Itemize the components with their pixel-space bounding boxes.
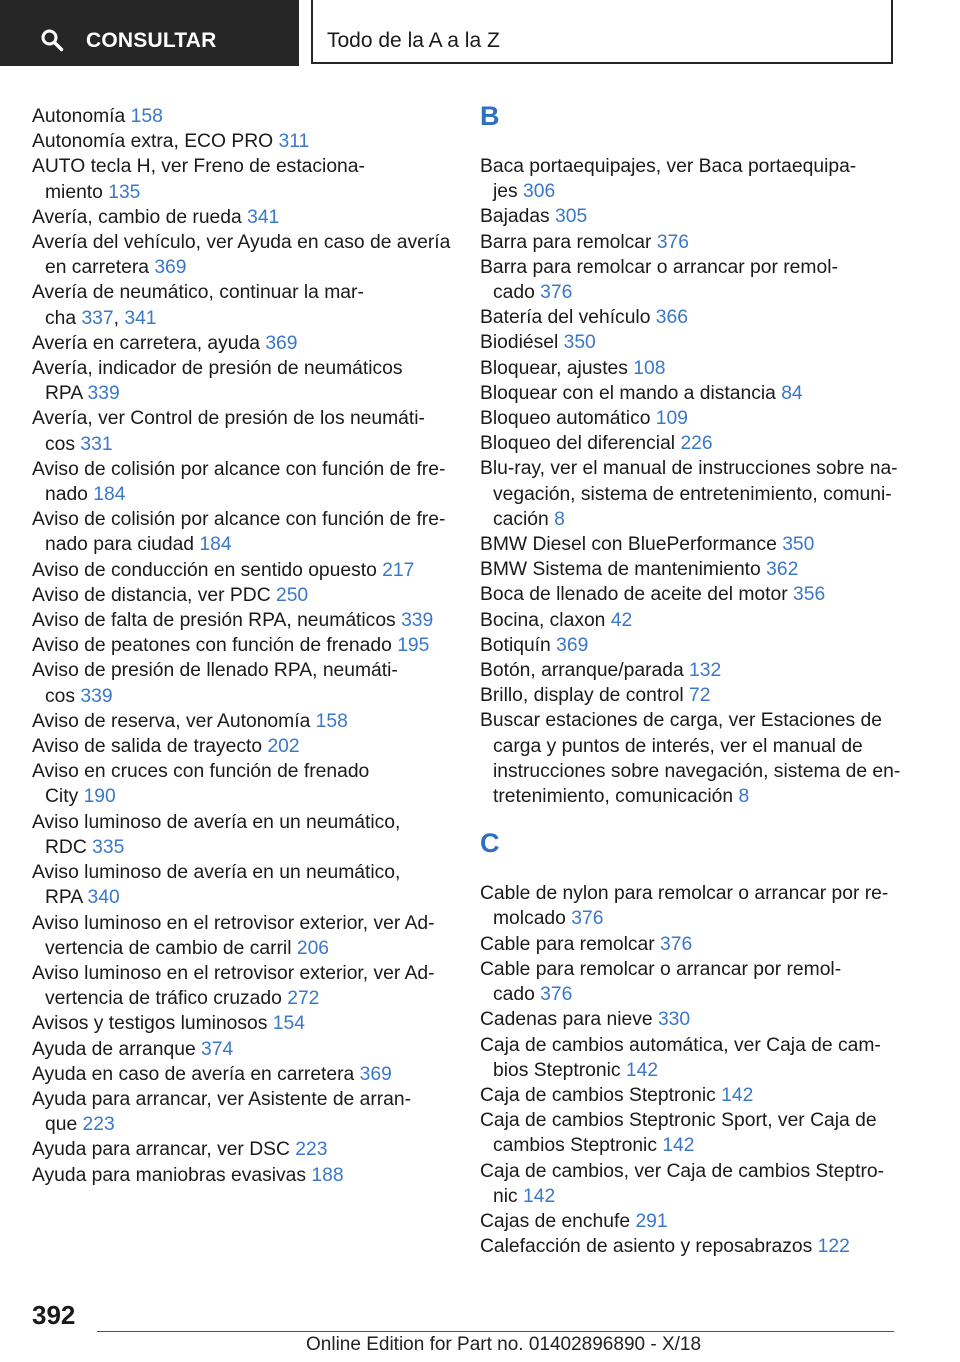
entry-text: Ayuda en caso de avería en carretera [32, 1063, 355, 1085]
page-link[interactable]: 109 [655, 408, 688, 430]
index-entry [480, 932, 920, 957]
page-link[interactable]: 341 [124, 307, 157, 329]
entry-text: Aviso en cruces con función de frenado [32, 761, 370, 783]
section-title-tab [311, 0, 893, 64]
entry-text: cos [45, 433, 76, 455]
entry-text: Blu-ray, ver el manual de instrucciones sobre na- [480, 458, 898, 480]
index-entry [480, 582, 920, 607]
index-entry [480, 204, 920, 229]
section-title: Todo de la A a la Z [327, 29, 500, 52]
page-link[interactable]: 223 [82, 1114, 115, 1136]
entry-text: Ayuda para arrancar, ver DSC [32, 1139, 290, 1161]
page-link[interactable]: 206 [296, 937, 330, 959]
index-entry [32, 759, 472, 809]
page-link[interactable]: 376 [540, 984, 573, 1006]
page-link[interactable]: 122 [817, 1236, 850, 1258]
index-entry [480, 255, 920, 305]
footer-divider [97, 1331, 894, 1332]
index-column-left [32, 104, 472, 1188]
page-link[interactable]: 226 [680, 433, 713, 455]
consult-label: CONSULTAR [86, 29, 217, 52]
page-link[interactable]: 350 [782, 534, 815, 556]
entry-text: Aviso de reserva, ver Autonomía [32, 710, 311, 732]
page-link[interactable]: 374 [201, 1038, 234, 1060]
entry-text: Cable para remolcar [480, 933, 655, 955]
page-link[interactable]: 330 [657, 1009, 691, 1031]
entry-text: RDC [45, 836, 87, 858]
index-entry [32, 633, 472, 658]
index-entry [480, 633, 920, 658]
index-entry [480, 431, 920, 456]
page-link[interactable]: 311 [278, 131, 310, 153]
page-link[interactable]: 142 [625, 1059, 659, 1081]
page-link[interactable]: 331 [80, 433, 113, 455]
index-entry [32, 734, 472, 759]
page-link[interactable]: 217 [382, 559, 415, 581]
page-link[interactable]: 184 [93, 484, 126, 506]
index-entry [480, 881, 920, 931]
entry-text: Calefacción de asiento y reposabrazos [480, 1236, 813, 1258]
page-link[interactable]: 72 [688, 685, 711, 707]
entry-text: Autonomía extra, ECO PRO [32, 131, 274, 153]
index-entry [32, 911, 472, 961]
entry-text: Baca portaequipajes, ver Baca portaequipa- [480, 156, 857, 177]
index-entry [32, 709, 472, 734]
entry-text: Biodiésel [480, 332, 559, 354]
entry-text: vertencia de cambio de carril [45, 937, 292, 959]
page-link[interactable]: 339 [87, 383, 120, 405]
index-entry [480, 683, 920, 708]
entry-text: Boca de llenado de aceite del motor [480, 584, 788, 606]
index-entry [480, 330, 920, 355]
entry-text: Avería, ver Control de presión de los neumáti- [32, 408, 425, 430]
page-link[interactable]: 366 [655, 307, 688, 329]
index-entry [32, 1163, 472, 1188]
index-entry [32, 558, 472, 583]
index-entry [480, 381, 920, 406]
entry-text: nado para ciudad [45, 534, 195, 556]
entry-text: nado [45, 484, 88, 506]
index-entry [32, 406, 472, 456]
entry-text: RPA [45, 383, 83, 405]
page-link[interactable]: 339 [80, 685, 113, 707]
index-entry [480, 406, 920, 431]
page-link[interactable]: 132 [689, 660, 722, 682]
entry-text: RPA [45, 887, 83, 909]
index-entry [480, 658, 920, 683]
index-entry [480, 608, 920, 633]
index-entry [480, 557, 920, 582]
entry-text: molcado [493, 908, 566, 930]
entry-text: Bocina, claxon [480, 609, 606, 631]
entry-text: Aviso de conducción en sentido opuesto [32, 559, 377, 581]
entry-text: Aviso de distancia, ver PDC [32, 584, 271, 606]
entry-text: Avería de neumático, continuar la mar- [32, 282, 364, 304]
page-link[interactable]: 340 [87, 887, 120, 909]
page-link[interactable]: 84 [781, 382, 803, 404]
index-entry [32, 104, 472, 129]
entry-text: BMW Sistema de mantenimiento [480, 559, 761, 581]
entry-text: Avisos y testigos luminosos [32, 1013, 268, 1035]
entry-text: Cable para remolcar o arrancar por remol- [480, 958, 842, 980]
index-entry [32, 154, 472, 204]
page-link[interactable]: 158 [130, 106, 163, 127]
index-entry [480, 1083, 920, 1108]
page-link[interactable]: 154 [272, 1013, 305, 1035]
page-link[interactable]: 158 [315, 710, 348, 732]
entry-text: Cadenas para nieve [480, 1009, 653, 1031]
index-entry [32, 1062, 472, 1087]
page-link[interactable]: 135 [108, 181, 141, 203]
entry-text: tretenimiento, comunicación [493, 786, 734, 808]
index-entry [32, 1011, 472, 1036]
entry-text: cha [45, 307, 77, 329]
entry-text: Ayuda de arranque [32, 1038, 196, 1060]
index-entry [480, 230, 920, 255]
entry-text: Ayuda para maniobras evasivas [32, 1164, 307, 1186]
entry-text: City [45, 786, 79, 808]
page-link[interactable]: 8 [554, 508, 565, 530]
index-entry [480, 1159, 920, 1209]
index-entry [32, 356, 472, 406]
index-entry [480, 154, 920, 204]
page-link[interactable]: 142 [721, 1084, 754, 1106]
entry-text: Batería del vehículo [480, 307, 651, 329]
page-number: 392 [32, 1300, 76, 1330]
page-link[interactable]: 202 [267, 736, 300, 758]
entry-text: vertencia de tráfico cruzado [45, 988, 282, 1010]
entry-text: Avería, indicador de presión de neumáticos [32, 358, 403, 380]
entry-text: cos [45, 685, 76, 707]
edition-footer: Online Edition for Part no. 01402896890 - X/18 [306, 1334, 702, 1355]
entry-text: Aviso luminoso en el retrovisor exterior, ver Ad- [32, 962, 435, 984]
index-entry [480, 356, 920, 381]
index-entry [32, 810, 472, 860]
entry-text: Bloqueo automático [480, 408, 651, 430]
index-entry [32, 129, 472, 154]
page-link[interactable]: 306 [523, 181, 556, 203]
entry-text: Avería en carretera, ayuda [32, 332, 260, 354]
entry-text: Barra para remolcar o arrancar por remol- [480, 256, 838, 278]
section-letter: C [480, 828, 500, 859]
page-link[interactable]: 369 [359, 1063, 392, 1085]
entry-text: en carretera [45, 257, 149, 279]
page-link[interactable]: 250 [275, 584, 309, 606]
index-entry [480, 1007, 920, 1032]
entry-text: Avería, cambio de rueda [32, 206, 242, 228]
index-entry [32, 507, 472, 557]
index-entry [32, 230, 472, 280]
page-link[interactable]: 339 [401, 610, 434, 632]
entry-text: Aviso de salida de trayecto [32, 736, 263, 758]
index-entry [480, 456, 920, 532]
entry-text: nic [493, 1185, 518, 1207]
page-link[interactable]: 42 [610, 609, 633, 631]
page-link[interactable]: 8 [738, 786, 750, 808]
entry-text: AUTO tecla H, ver Freno de estaciona- [32, 156, 365, 178]
entry-text: Aviso de colisión por alcance con función de fre- [32, 458, 446, 480]
index-entry [480, 957, 920, 1007]
page-link[interactable]: 376 [656, 231, 689, 253]
entry-text: Aviso luminoso de avería en un neumático, [32, 862, 401, 884]
page-link[interactable]: 369 [265, 332, 298, 354]
page-link[interactable]: 305 [555, 206, 588, 228]
entry-text: Cajas de enchufe [480, 1210, 631, 1232]
entry-text: Botiquín [480, 634, 551, 656]
entry-text: Bloqueo del diferencial [480, 433, 676, 455]
page-link[interactable]: 142 [662, 1135, 695, 1157]
page-link[interactable]: 356 [793, 584, 826, 606]
page-link[interactable]: 341 [247, 206, 280, 228]
entry-text: cación [493, 508, 549, 530]
index-entry [480, 305, 920, 330]
index-entry [32, 205, 472, 230]
index-entry [32, 583, 472, 608]
entry-text: cado [493, 984, 535, 1006]
search-icon [40, 28, 64, 52]
page-link[interactable]: 190 [83, 786, 116, 808]
page-link[interactable]: 369 [154, 257, 187, 279]
page-link[interactable]: 350 [563, 332, 596, 354]
index-column-right [480, 101, 920, 1259]
entry-text: Aviso de colisión por alcance con función de fre- [32, 509, 446, 531]
index-entry [32, 331, 472, 356]
page-header [0, 0, 960, 66]
page-link[interactable]: 376 [660, 933, 693, 955]
section-letter: B [480, 101, 500, 131]
entry-text: Aviso de peatones con función de frenado [32, 635, 392, 657]
entry-text: Autonomía [32, 106, 126, 127]
index-entry [32, 1037, 472, 1062]
entry-text: Bajadas [480, 206, 550, 228]
entry-text: Bloquear, ajustes [480, 357, 628, 379]
entry-text: Cable de nylon para remolcar o arrancar por re- [480, 883, 889, 905]
page-link[interactable]: 335 [92, 836, 125, 858]
entry-text: cambios Steptronic [493, 1135, 657, 1157]
entry-text: Caja de cambios Steptronic [480, 1084, 716, 1106]
index-entry [480, 1033, 920, 1083]
page-link[interactable]: 272 [287, 988, 320, 1010]
entry-text: Aviso de presión de llenado RPA, neumáti- [32, 660, 398, 682]
entry-text: instrucciones sobre navegación, sistema de en- [493, 760, 901, 782]
index-entry [480, 1108, 920, 1158]
entry-text: Botón, arranque/parada [480, 660, 684, 682]
entry-text: Bloquear con el mando a distancia [480, 382, 776, 404]
entry-text: que [45, 1114, 78, 1136]
page-link[interactable]: 362 [766, 559, 799, 581]
page-link[interactable]: 376 [540, 282, 573, 304]
entry-text: Barra para remolcar [480, 231, 652, 253]
entry-text: Caja de cambios automática, ver Caja de cam- [480, 1034, 881, 1056]
entry-text: Caja de cambios Steptronic Sport, ver Caja de [480, 1110, 877, 1132]
page-link[interactable]: 184 [199, 534, 232, 556]
index-entry [32, 658, 472, 708]
entry-text: jes [493, 181, 518, 203]
entry-text: Ayuda para arrancar, ver Asistente de arran- [32, 1088, 412, 1110]
index-entry: Avería de neumático, continuar la mar- cha 337, 341 [32, 282, 364, 329]
entry-text: Aviso luminoso de avería en un neumático, [32, 811, 401, 833]
entry-text: BMW Diesel con BluePerformance [480, 534, 777, 556]
index-entry [32, 961, 472, 1011]
entry-text: Aviso luminoso en el retrovisor exterior, ver Ad- [32, 912, 435, 934]
page-link[interactable]: 291 [635, 1210, 668, 1232]
consult-tab[interactable] [0, 0, 299, 66]
index-entry [32, 1087, 472, 1137]
entry-text: Aviso de falta de presión RPA, neumáticos [32, 610, 396, 632]
page-link[interactable]: 108 [633, 357, 666, 379]
index-entry [32, 608, 472, 633]
page-link[interactable]: 142 [523, 1185, 556, 1207]
index-entry [480, 1234, 920, 1259]
page-link[interactable]: 337 [81, 307, 114, 329]
index-entry [480, 532, 920, 557]
entry-text: cado [493, 282, 535, 304]
page-link[interactable]: 188 [311, 1164, 344, 1186]
entry-text: vegación, sistema de entretenimiento, comuni- [493, 483, 892, 505]
index-entry [32, 1137, 472, 1162]
entry-text: bios Steptronic [493, 1059, 621, 1081]
entry-text: Caja de cambios, ver Caja de cambios Steptro- [480, 1160, 885, 1182]
index-entry [32, 457, 472, 507]
index-entry [32, 860, 472, 910]
entry-text: Avería del vehículo, ver Ayuda en caso de avería [32, 232, 451, 254]
page-link[interactable]: 369 [556, 634, 589, 656]
entry-text: miento [45, 181, 103, 203]
entry-text: Brillo, display de control [480, 685, 684, 707]
page-link[interactable]: 195 [397, 635, 430, 657]
entry-text: carga y puntos de interés, ver el manual de [493, 735, 863, 757]
page-link[interactable]: 223 [295, 1139, 328, 1161]
index-entry [480, 1209, 920, 1234]
page-link[interactable]: 376 [571, 908, 604, 930]
entry-text: Buscar estaciones de carga, ver Estaciones de [480, 710, 882, 732]
index-entry [480, 708, 920, 809]
